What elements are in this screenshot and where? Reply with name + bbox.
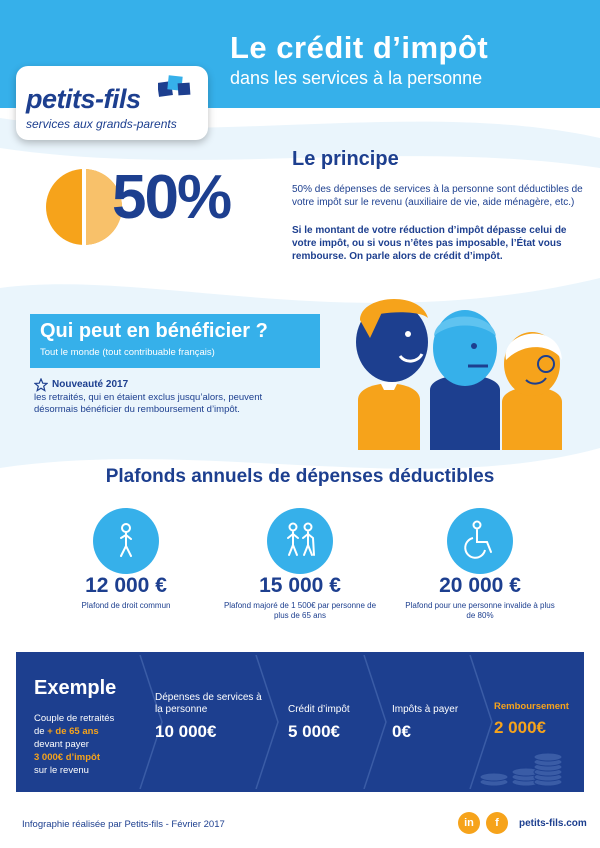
exemple-desc-line-2 [34,725,149,738]
step-value-4: 2 000€ [494,718,546,737]
logo-name: petits-fils [26,84,141,114]
exemple-desc-tax: 3 000€ d’impôt [34,752,100,763]
exemple-desc-de: de [34,726,48,737]
step-label-2: Crédit d’impôt [288,704,350,715]
step-label-1: Dépenses de services à la personne [155,692,262,715]
exemple-title: Exemple [34,677,117,699]
plafond-circle-2 [267,508,333,574]
wheelchair-icon [447,508,513,574]
elderly-couple-icon [267,508,333,574]
people-illustration [350,290,570,450]
chevron-right-icon [360,655,390,789]
plafond-caption-1: Plafond de droit commun [81,601,171,610]
plafond-circle-1 [93,508,159,574]
new-2017-title: Nouveauté 2017 [52,379,129,390]
exemple-desc-line-1: Couple de retraités [34,713,115,724]
footer-website-link[interactable]: petits-fils.com [519,818,587,829]
plafond-circle-3 [447,508,513,574]
principe-title: Le principe [292,148,399,170]
exemple-desc-line-3: devant payer [34,739,89,750]
step-value-3: 0€ [392,722,411,741]
plafond-amount-2: 15 000 € [259,574,341,597]
principe-paragraph-2: Si le montant de votre réduction d’impôt dépasse celui de votre impôt, ou si vous n’êtes pas imposable, l’État vous rembourse. On parle alors de crédit d’impôt. [292,225,567,262]
step-label-3: Impôts à payer [392,704,459,715]
plafonds-title: Plafonds annuels de dépenses déductibles [105,466,495,487]
exemple-desc-age: + de 65 ans [47,726,99,737]
step-value-2: 5 000€ [288,722,340,741]
footer-credit: Infographie réalisée par Petits-fils - Février 2017 [22,819,225,830]
plafond-amount-3: 20 000 € [439,574,521,597]
exemple-description [34,712,149,777]
chevron-right-icon [252,655,282,789]
percentage-value: 50% [112,163,231,232]
beneficiaires-title: Qui peut en bénéficier ? [40,320,268,342]
principe-paragraph-1: 50% des dépenses de services à la personne sont déductibles de votre impôt sur le revenu (auxiliaire de vie, aide ménagère, etc.) [292,184,583,208]
exemple-desc-line-5: sur le revenu [34,765,89,776]
plafond-caption-3: Plafond pour une personne invalide à plus de 80% [405,601,555,620]
plafond-caption-2: Plafond majoré de 1 500€ par personne de plus de 65 ans [223,601,377,620]
new-2017-text: les retraités, qui en étaient exclus jusqu’alors, peuvent désormais bénéficier du remboursement d’impôt. [34,392,263,415]
linkedin-icon[interactable]: in [458,812,480,834]
logo-squares-icon [158,74,194,100]
page-subtitle: dans les services à la personne [230,68,483,88]
beneficiaires-subtitle: Tout le monde (tout contribuable français) [40,347,215,358]
plafond-amount-1: 12 000 € [85,574,167,597]
star-icon [34,378,48,392]
logo-tagline: services aux grands-parents [26,117,177,131]
step-label-4: Remboursement [494,701,569,712]
facebook-icon[interactable]: f [486,812,508,834]
page-title: Le crédit d’impôt [230,30,489,65]
step-value-1: 10 000€ [155,722,217,741]
person-walking-icon [93,508,159,574]
coins-icon [476,735,566,790]
